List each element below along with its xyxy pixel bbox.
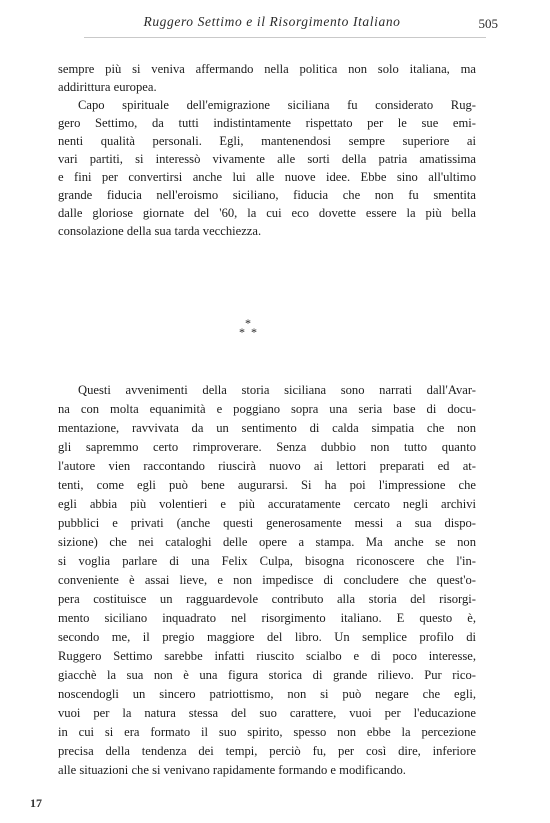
text-line: sempre più si veniva affermando nella politica non solo italiana, ma — [58, 62, 476, 76]
asterisk: * — [251, 325, 257, 339]
text-line: sizione) che nei cataloghi delle opere a stampa. Ma anche se non — [58, 535, 476, 549]
text-line: si voglia parlare di una Felix Culpa, bisogna riconoscere che l'in- — [58, 554, 476, 568]
text-line: tenti, come egli può bene augurarsi. Si ha poi l'impressione che — [58, 478, 476, 492]
text-line: gero Settimo, da tutti indistintamente rispettato per le sue emi- — [58, 116, 476, 130]
text-line: pubblici e privati (anche questi generosamente messi a sua dispo- — [58, 516, 476, 530]
text-line: consolazione della sua tarda vecchiezza. — [58, 224, 262, 238]
asterisk: * — [245, 316, 251, 330]
text-line: giacchè la sua non è una figura storica di grande rilievo. Pur rico- — [58, 668, 476, 682]
text-line: Capo spirituale dell'emigrazione siciliana fu considerato Rug- — [78, 98, 476, 112]
text-line: conveniente è assai lieve, e non impedisce di concludere che quest'o- — [58, 573, 476, 587]
text-line: l'autore vien raccontando riuscirà nuovo ai lettori preparati ed at- — [58, 459, 476, 473]
text-line: Ruggero Settimo sarebbe infatti riuscito scialbo e di poco interesse, — [58, 649, 476, 663]
text-line: noscendogli un sincero patriottismo, non si può negare che egli, — [58, 687, 476, 701]
text-line: in cui si era formato il suo spirito, spesso non ebbe la percezione — [58, 725, 476, 739]
text-line: dalle gloriose giornate del '60, la cui eco dovette essere la più bella — [58, 206, 476, 220]
text-line: Questi avvenimenti della storia siciliana sono narrati dall'Avar- — [78, 383, 476, 397]
running-head: Ruggero Settimo e il Risorgimento Italiano — [143, 14, 401, 29]
text-line: nenti qualità personali. Egli, mantenendosi sempre superiore ai — [58, 134, 476, 148]
text-line: gli sapremmo certo rimproverare. Senza dubbio non tutto quanto — [58, 440, 476, 454]
section-asterism — [236, 316, 264, 342]
text-line: mento siciliano inquadrato nel risorgimento italiano. E questo è, — [58, 611, 476, 625]
text-line: secondo me, il pregio maggiore del libro. Un semplice profilo di — [58, 630, 476, 644]
text-line: vuoi per la natura stessa del suo carattere, vuoi per l'educazione — [58, 706, 476, 720]
text-line: grande fiducia nell'eroismo siciliano, fiducia che non fu smentita — [58, 188, 476, 202]
text-line: e fini per convertirsi anche lui alle nuove idee. Ebbe sino all'ultimo — [58, 170, 476, 184]
header-rule — [84, 37, 486, 38]
text-line: addirittura europea. — [58, 80, 157, 94]
text-line: vari partiti, si interessò vivamente alle sorti della patria amatissima — [58, 152, 476, 166]
signature-mark: 17 — [30, 796, 42, 810]
asterisk: * — [239, 325, 245, 339]
text-line: na con molta equanimità e poggiano sopra una seria base di docu- — [58, 402, 476, 416]
text-line: egli abbia più volentieri e più accuratamente cercato negli archivi — [58, 497, 476, 511]
text-line: mentazione, ravvivata da un sentimento di calda simpatia che non — [58, 421, 476, 435]
text-line: pera costituisce un ragguardevole contributo alla storia del risorgi- — [58, 592, 476, 606]
text-line: alle situazioni che si venivano rapidamente formando e modificando. — [58, 763, 406, 777]
page-number: 505 — [478, 16, 498, 31]
text-line: precisa della tendenza dei tempi, perciò fu, per così dire, inferiore — [58, 744, 476, 758]
